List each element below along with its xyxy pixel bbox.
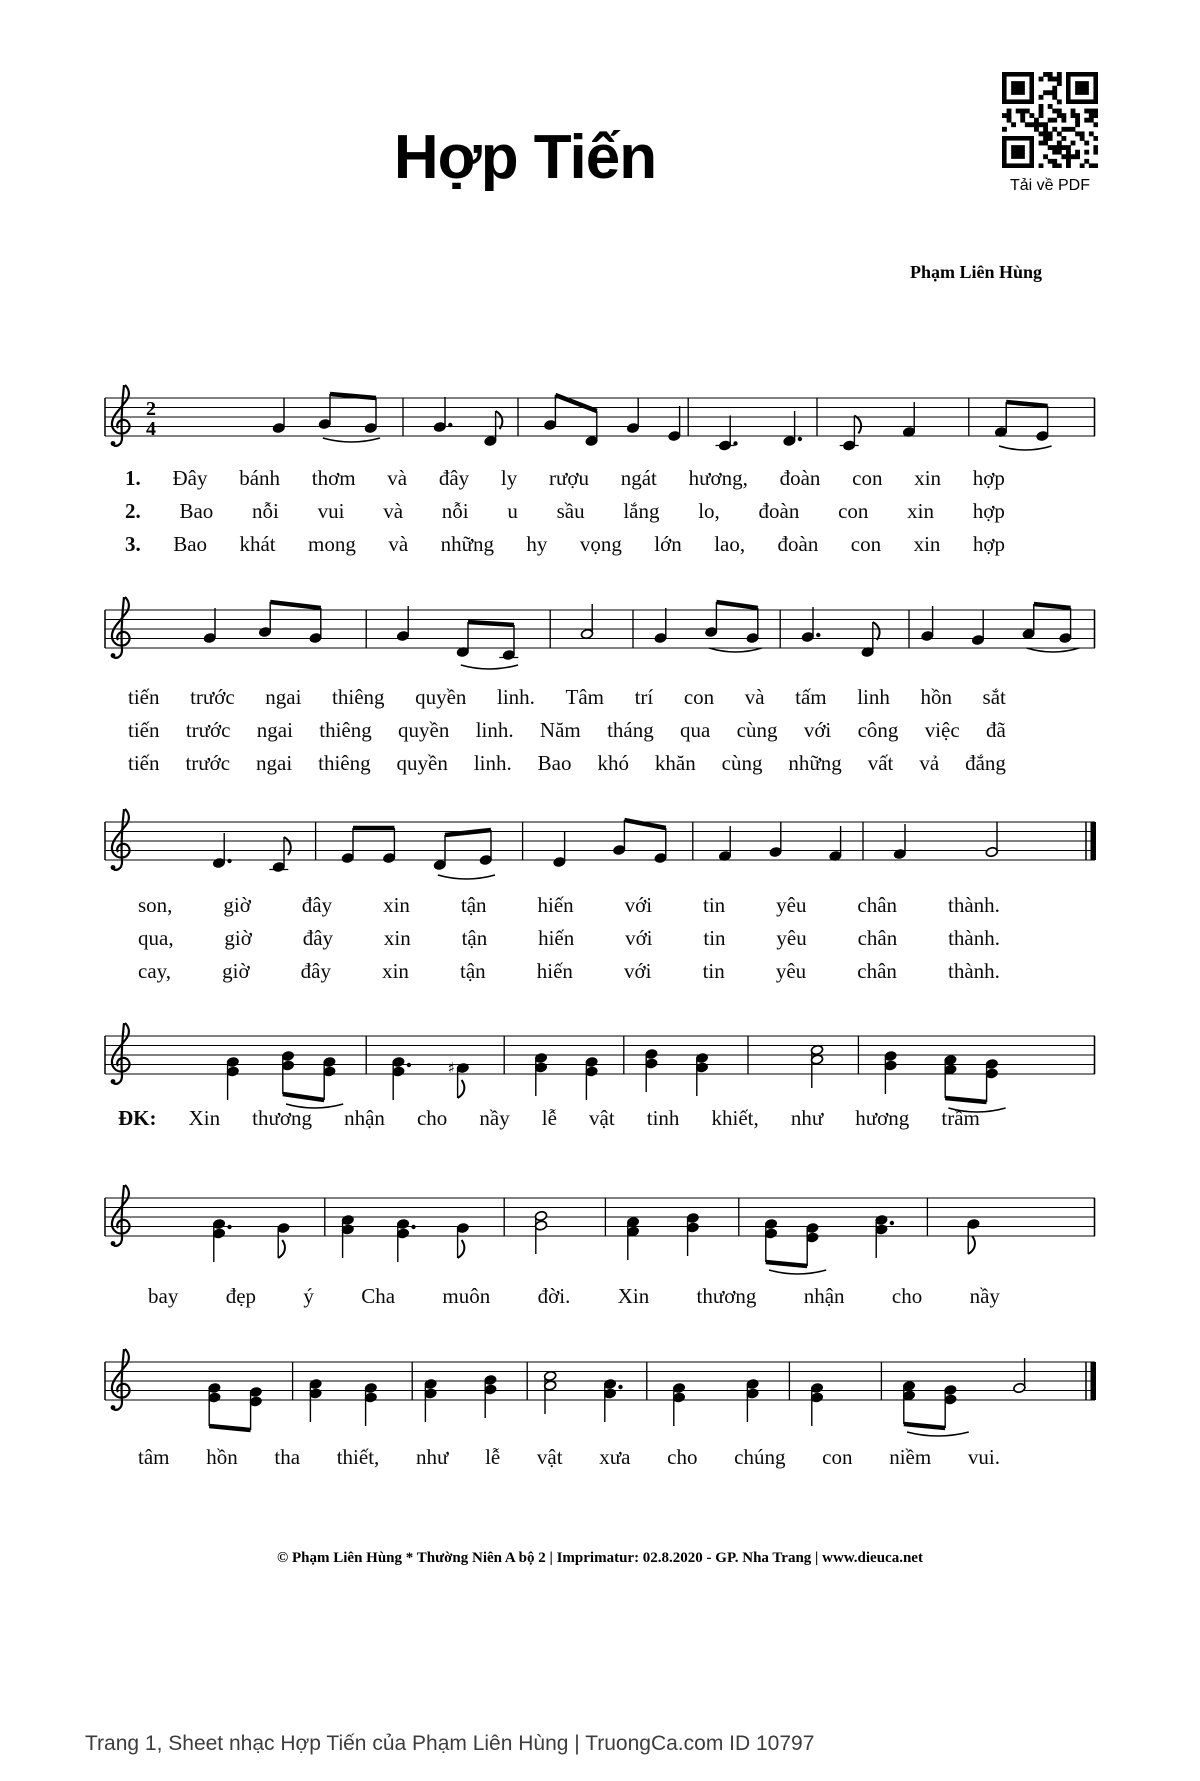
lyric-word: bay: [148, 1284, 179, 1308]
lyric-word: Tâm: [565, 685, 604, 709]
lyric-word: con: [850, 532, 882, 556]
lyric-word: nỗi: [441, 499, 469, 523]
lyric-word: thiết,: [336, 1445, 380, 1469]
lyrics-verse2-line2: [128, 718, 1006, 742]
lyric-word: nầy: [479, 1106, 510, 1130]
lyric-word: trầm: [941, 1106, 980, 1130]
lyric-word: chân: [857, 959, 897, 983]
lyric-word: tin: [703, 893, 726, 917]
lyric-word: con: [838, 499, 869, 523]
lyric-word: nầy: [969, 1284, 1000, 1308]
lyric-word: rượu: [549, 466, 589, 490]
lyric-word: tháng: [607, 718, 654, 742]
lyric-word: việc: [924, 718, 960, 742]
lyric-word: cho: [667, 1445, 698, 1469]
lyric-word: tiến: [128, 751, 160, 775]
lyric-word: đắng: [965, 751, 1006, 775]
lyric-word: ngai: [256, 751, 293, 775]
lyric-word: lao,: [714, 532, 746, 556]
lyric-word: ngai: [265, 685, 302, 709]
lyric-word: vui: [317, 499, 345, 523]
lyric-word: vất: [867, 751, 894, 775]
qr-download-label[interactable]: Tải về PDF: [1009, 177, 1090, 194]
lyric-word: giờ: [222, 959, 250, 983]
lyric-word: công: [857, 718, 899, 742]
lyric-word: Xin: [617, 1284, 650, 1308]
lyric-word: sầu: [556, 499, 585, 523]
lyric-word: tận: [461, 926, 488, 950]
lyric-word: khó: [597, 751, 629, 775]
lyric-word: và: [744, 685, 765, 709]
lyric-word: Bao: [179, 499, 214, 523]
lyric-word: thiêng: [318, 751, 371, 775]
lyric-word: trước: [185, 718, 231, 742]
lyric-word: với: [624, 893, 653, 917]
lyrics-verse1-line3: [138, 893, 1000, 917]
lyric-word: quyền: [396, 751, 448, 775]
lyric-word: xin: [383, 893, 410, 917]
lyric-word: thương: [252, 1106, 312, 1130]
lyric-word: đoàn: [779, 466, 821, 490]
lyric-word: hợp: [972, 499, 1005, 523]
lyrics-verse2-line3: [138, 926, 1000, 950]
lyric-word: qua: [680, 718, 711, 742]
lyric-word: ngai: [256, 718, 293, 742]
lyric-word: những: [788, 751, 842, 775]
lyric-word: đời.: [537, 1284, 571, 1308]
lyric-word: Xin: [188, 1106, 221, 1130]
lyric-word: ý: [303, 1284, 314, 1308]
lyric-word: với: [624, 959, 652, 983]
lyric-word: đây: [438, 466, 470, 490]
lyric-word: Đây: [172, 466, 208, 490]
lyric-word: thành.: [948, 959, 1000, 983]
lyric-word: cho: [416, 1106, 448, 1130]
staff-6: [103, 1304, 1098, 1454]
lyric-word: và: [383, 499, 404, 523]
lyrics-verse3-line2: [128, 751, 1006, 775]
lyric-word: nỗi: [252, 499, 279, 523]
lyric-word: cho: [891, 1284, 923, 1308]
lyrics-chorus-line1: [118, 1106, 980, 1130]
lyric-word: hồn: [206, 1445, 238, 1469]
lyric-word: yêu: [776, 926, 807, 950]
lyric-word: lễ: [485, 1445, 501, 1469]
lyric-word: cùng: [721, 751, 763, 775]
lyric-word: tinh: [646, 1106, 680, 1130]
lyric-word: 2.: [125, 499, 141, 523]
lyric-word: yêu: [775, 959, 807, 983]
lyric-word: hiến: [536, 959, 573, 983]
lyric-word: giờ: [224, 926, 252, 950]
staff-3: [103, 764, 1098, 914]
lyric-word: muôn: [442, 1284, 491, 1308]
lyric-word: 1.: [125, 466, 141, 490]
svg-text:2: 2: [146, 398, 156, 420]
lyric-word: đẹp: [225, 1284, 257, 1308]
lyric-word: hợp: [972, 466, 1005, 490]
lyric-word: cùng: [736, 718, 778, 742]
lyric-word: đoàn: [777, 532, 819, 556]
lyric-word: 3.: [125, 532, 141, 556]
lyric-word: linh: [857, 685, 890, 709]
lyric-word: tha: [274, 1445, 301, 1469]
lyric-word: trí: [634, 685, 654, 709]
lyric-word: quyền: [415, 685, 467, 709]
lyric-word: lễ: [541, 1106, 557, 1130]
lyric-word: ngát: [620, 466, 657, 490]
lyric-word: hợp: [972, 532, 1005, 556]
lyric-word: như: [415, 1445, 449, 1469]
lyric-word: nhận: [803, 1284, 845, 1308]
lyrics-verse1-line2: [128, 685, 1006, 709]
staff-5: [103, 1140, 1098, 1290]
lyric-word: hương: [855, 1106, 910, 1130]
lyric-word: xin: [914, 466, 942, 490]
lyric-word: quyền: [398, 718, 450, 742]
lyric-word: đây: [302, 926, 334, 950]
lyric-word: đoàn: [758, 499, 800, 523]
lyric-word: sắt: [982, 685, 1006, 709]
lyric-word: tận: [460, 959, 486, 983]
lyric-word: niềm: [889, 1445, 932, 1469]
lyric-word: xin: [382, 959, 409, 983]
lyric-word: nhận: [344, 1106, 385, 1130]
svg-text:♯: ♯: [447, 1059, 456, 1077]
lyric-word: thiêng: [319, 718, 372, 742]
lyric-word: hy: [526, 532, 548, 556]
lyric-word: Năm: [539, 718, 581, 742]
lyric-word: Cha: [361, 1284, 396, 1308]
lyric-word: Bao: [173, 532, 208, 556]
lyric-word: trước: [185, 751, 231, 775]
lyric-word: chân: [857, 926, 898, 950]
staff-2: [103, 552, 1098, 702]
lyric-word: con: [822, 1445, 853, 1469]
lyric-word: thương: [696, 1284, 757, 1308]
lyric-word: son,: [138, 893, 173, 917]
lyrics-verse2-line1: [125, 499, 1005, 523]
lyric-word: và: [388, 532, 409, 556]
lyric-word: ly: [500, 466, 518, 490]
lyric-word: những: [440, 532, 494, 556]
lyric-word: hương,: [688, 466, 748, 490]
lyric-word: đã: [986, 718, 1006, 742]
lyric-word: vui.: [967, 1445, 1000, 1469]
lyric-word: linh.: [473, 751, 512, 775]
lyric-word: xin: [913, 532, 941, 556]
lyrics-verse3-line3: [138, 959, 1000, 983]
lyric-word: vả: [919, 751, 940, 775]
lyric-word: với: [803, 718, 832, 742]
lyric-word: thành.: [948, 893, 1000, 917]
lyrics-chorus-line2: [148, 1284, 1000, 1308]
lyric-word: vật: [536, 1445, 563, 1469]
lyric-word: qua,: [138, 926, 174, 950]
lyric-word: thiêng: [332, 685, 385, 709]
lyric-word: linh.: [497, 685, 535, 709]
lyric-word: lớn: [654, 532, 682, 556]
page-title: Hợp Tiến: [393, 123, 657, 192]
lyric-word: khiết,: [711, 1106, 759, 1130]
lyric-word: tâm: [138, 1445, 170, 1469]
lyric-word: chúng: [734, 1445, 786, 1469]
lyric-word: vật: [589, 1106, 615, 1130]
composer-name: Phạm Liên Hùng: [909, 262, 1042, 282]
copyright-line: © Phạm Liên Hùng * Thường Niên A bộ 2 | Imprimatur: 02.8.2020 - GP. Nha Trang | www.dieuca.net: [277, 1550, 923, 1566]
lyric-word: và: [387, 466, 408, 490]
svg-text:4: 4: [146, 418, 156, 440]
lyric-word: xưa: [599, 1445, 631, 1469]
lyric-word: ĐK:: [118, 1106, 157, 1130]
lyric-word: con: [852, 466, 883, 490]
lyric-word: như: [790, 1106, 824, 1130]
lyric-word: khát: [239, 532, 276, 556]
lyrics-verse1-line1: [125, 466, 1005, 490]
lyric-word: đây: [300, 959, 331, 983]
lyric-word: Bao: [537, 751, 572, 775]
lyric-word: giờ: [223, 893, 251, 917]
lyric-word: lắng: [623, 499, 660, 523]
lyric-word: tấm: [795, 685, 827, 709]
lyric-word: tin: [703, 926, 726, 950]
lyric-word: tận: [460, 893, 487, 917]
lyric-word: xin: [907, 499, 934, 523]
lyric-word: khăn: [654, 751, 696, 775]
lyric-word: linh.: [475, 718, 514, 742]
lyric-word: trước: [190, 685, 235, 709]
lyrics-verse3-line1: [125, 532, 1005, 556]
lyric-word: đây: [301, 893, 333, 917]
lyric-word: cay,: [138, 959, 172, 983]
lyric-word: tin: [702, 959, 725, 983]
lyric-word: thơm: [311, 466, 356, 490]
lyric-word: lo,: [698, 499, 720, 523]
lyric-word: hiến: [538, 926, 575, 950]
lyric-word: thành.: [948, 926, 1000, 950]
lyric-word: con: [683, 685, 715, 709]
lyric-word: hồn: [920, 685, 952, 709]
lyric-word: u: [507, 499, 518, 523]
lyric-word: tiến: [128, 685, 160, 709]
footer-page-info: Trang 1, Sheet nhạc Hợp Tiến của Phạm Liên Hùng | TruongCa.com ID 10797: [85, 1732, 815, 1755]
lyric-word: bánh: [239, 466, 281, 490]
lyric-word: tiến: [128, 718, 160, 742]
lyric-word: chân: [857, 893, 898, 917]
lyric-word: xin: [383, 926, 411, 950]
lyric-word: hiến: [537, 893, 574, 917]
lyric-word: yêu: [776, 893, 807, 917]
lyric-word: vọng: [579, 532, 622, 556]
lyric-word: mong: [308, 532, 356, 556]
lyrics-chorus-line3: [138, 1445, 1000, 1469]
lyric-word: với: [625, 926, 653, 950]
